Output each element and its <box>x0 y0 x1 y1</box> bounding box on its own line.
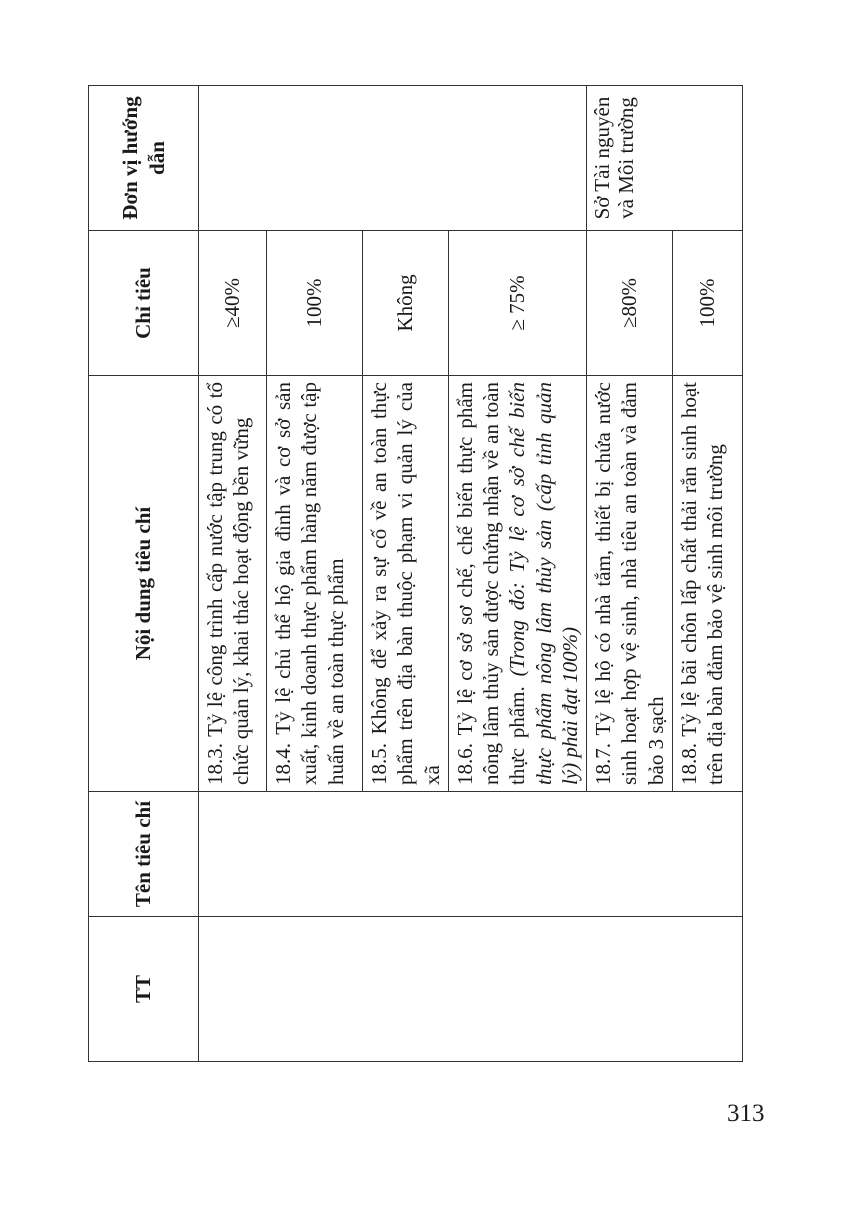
rotated-table-container <box>88 86 727 1062</box>
criteria-table <box>88 85 743 1062</box>
header-don-vi: Đơn vị hướng dẫn <box>89 86 199 231</box>
header-tt: TT <box>89 917 199 1062</box>
guide-unit-cell: Sở Tài nguyên và Môi trường <box>587 86 743 231</box>
content-cell: 18.3. Tỷ lệ công trình cấp nước tập trung có tổ chức quản lý, khai thác hoạt động bền vững <box>199 376 267 792</box>
target-cell: ≥ 75% <box>448 231 586 376</box>
content-cell: 18.7. Tỷ lệ hộ có nhà tắm, thiết bị chứa nước sinh hoạt hợp vệ sinh, nhà tiêu an toàn và đảm bảo 3 sạch <box>587 376 673 792</box>
content-cell: 18.8. Tỷ lệ bãi chôn lấp chất thải rắn sinh hoạt trên địa bàn đảm bảo vệ sinh môi trường <box>672 376 742 792</box>
target-cell: ≥40% <box>199 231 267 376</box>
content-text: 18.6. Tỷ lệ cơ sở sơ chế, chế biến thực phẩm nông lâm thủy sản được chứng nhận về an toàn thực phẩm. <box>452 382 530 785</box>
page-number: 313 <box>727 1100 765 1127</box>
ten-tieu-chi-cell <box>199 792 743 917</box>
header-noi-dung: Nội dung tiêu chí <box>89 376 199 792</box>
content-cell: 18.5. Không để xảy ra sự cố về an toàn thực phẩm trên địa bàn thuộc phạm vi quản lý của xã <box>363 376 449 792</box>
tt-cell <box>199 917 743 1062</box>
content-cell <box>448 376 586 792</box>
content-note: (Trong đó: Tỷ lệ cơ sở chế biến thực phẩm nông lâm thủy sản (cấp tỉnh quản lý) phải đạt 100%) <box>505 381 582 785</box>
table-row <box>199 86 267 1062</box>
header-chi-tieu: Chỉ tiêu <box>89 231 199 376</box>
target-cell: Không <box>363 231 449 376</box>
target-cell: ≥80% <box>587 231 673 376</box>
guide-unit-empty-cell <box>199 86 587 231</box>
content-cell: 18.4. Tỷ lệ chủ thể hộ gia đình và cơ sở sản xuất, kinh doanh thực phẩm hàng năm được tập huấn về an toàn thực phẩm <box>267 376 363 792</box>
header-ten-tieu-chi: Tên tiêu chí <box>89 792 199 917</box>
target-cell: 100% <box>267 231 363 376</box>
table-header-row <box>89 86 199 1062</box>
target-cell: 100% <box>672 231 742 376</box>
